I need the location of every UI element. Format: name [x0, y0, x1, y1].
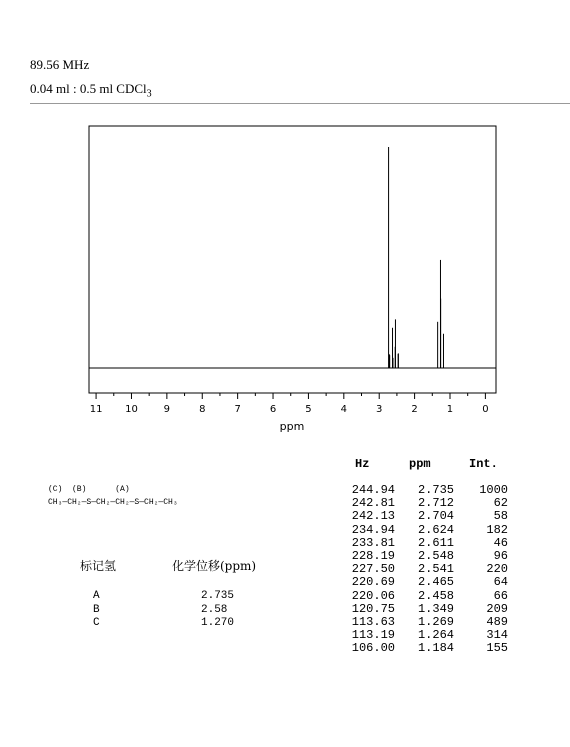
x-tick-label: 2	[411, 404, 418, 415]
cell-ppm: 2.548	[417, 549, 454, 563]
x-tick-label: 7	[234, 404, 241, 415]
cell-hz: 242.13	[351, 509, 395, 524]
cell-hz: 234.94	[351, 522, 395, 537]
assignment-label: A	[93, 590, 100, 602]
structure-diagram	[48, 485, 178, 507]
assignment-label: B	[93, 603, 100, 616]
cell-hz: 228.19	[351, 549, 395, 563]
x-tick-label: 1	[446, 404, 454, 415]
x-tick-label: 6	[269, 404, 277, 415]
cell-hz: 233.81	[351, 535, 395, 550]
cell-ppm: 2.611	[417, 535, 454, 550]
cell-ppm: 2.735	[417, 483, 454, 497]
cell-hz: 242.81	[351, 496, 395, 511]
cell-hz: 113.19	[351, 628, 395, 643]
table-header-int: Int.	[469, 457, 498, 471]
x-tick-label: 3	[376, 404, 383, 415]
assignment-shift: 2.735	[201, 590, 235, 602]
assignment-shift: 1.270	[201, 617, 235, 629]
cell-int: 62	[493, 496, 508, 511]
assignment-header-label: 标记氢	[80, 559, 117, 573]
x-tick-label: 8	[199, 404, 206, 415]
cell-int: 96	[493, 549, 508, 563]
table-header-ppm: ppm	[409, 457, 431, 471]
x-tick-label: 9	[163, 404, 171, 415]
cell-ppm: 2.465	[417, 575, 454, 590]
cell-ppm: 2.624	[417, 522, 454, 537]
x-tick-label: 11	[89, 404, 103, 415]
structure-labels: (C) (B) (A)	[48, 485, 130, 494]
cell-ppm: 1.349	[417, 601, 454, 616]
cell-hz: 220.06	[351, 588, 395, 603]
cell-int: 66	[493, 588, 508, 603]
cell-int: 489	[486, 615, 508, 629]
cell-hz: 120.75	[351, 601, 395, 616]
cell-int: 209	[486, 601, 508, 616]
cell-int: 58	[493, 509, 508, 524]
cell-ppm: 2.712	[417, 496, 454, 511]
cell-int: 64	[493, 575, 508, 590]
cell-int: 220	[486, 562, 508, 577]
cell-int: 1000	[479, 483, 508, 497]
assignment-shift: 2.58	[201, 603, 228, 616]
cell-ppm: 2.458	[417, 588, 454, 603]
cell-int: 314	[486, 628, 508, 643]
cell-int: 46	[493, 535, 508, 550]
cell-ppm: 1.264	[417, 628, 454, 643]
cell-hz: 106.00	[351, 641, 395, 656]
header-frequency: 89.56 MHz	[30, 57, 90, 72]
cell-ppm: 1.269	[417, 615, 454, 629]
plot-frame	[89, 126, 496, 393]
cell-ppm: 1.184	[417, 641, 454, 656]
assignment-header-shift: 化学位移(ppm)	[172, 559, 257, 573]
cell-hz: 220.69	[351, 575, 395, 590]
x-tick-label: 5	[305, 404, 312, 415]
cell-ppm: 2.704	[417, 509, 454, 524]
assignment-label: C	[93, 617, 100, 629]
cell-int: 182	[486, 522, 508, 537]
cell-int: 155	[486, 641, 508, 656]
cell-hz: 227.50	[351, 562, 395, 577]
structure-formula: CH₃—CH₂—S—CH₂—CH₂—S—CH₂—CH₃	[48, 498, 178, 507]
x-tick-label: 0	[482, 404, 489, 415]
cell-ppm: 2.541	[417, 562, 454, 577]
sample-main: 0.04 ml : 0.5 ml CDCl	[30, 81, 147, 96]
x-tick-label: 4	[340, 404, 348, 415]
sample-subscript: 3	[146, 88, 152, 100]
x-tick-label: 10	[125, 404, 138, 415]
cell-hz: 113.63	[351, 615, 395, 629]
cell-hz: 244.94	[351, 483, 395, 497]
table-header-hz: Hz	[355, 457, 370, 471]
x-axis-label: ppm	[279, 420, 305, 433]
